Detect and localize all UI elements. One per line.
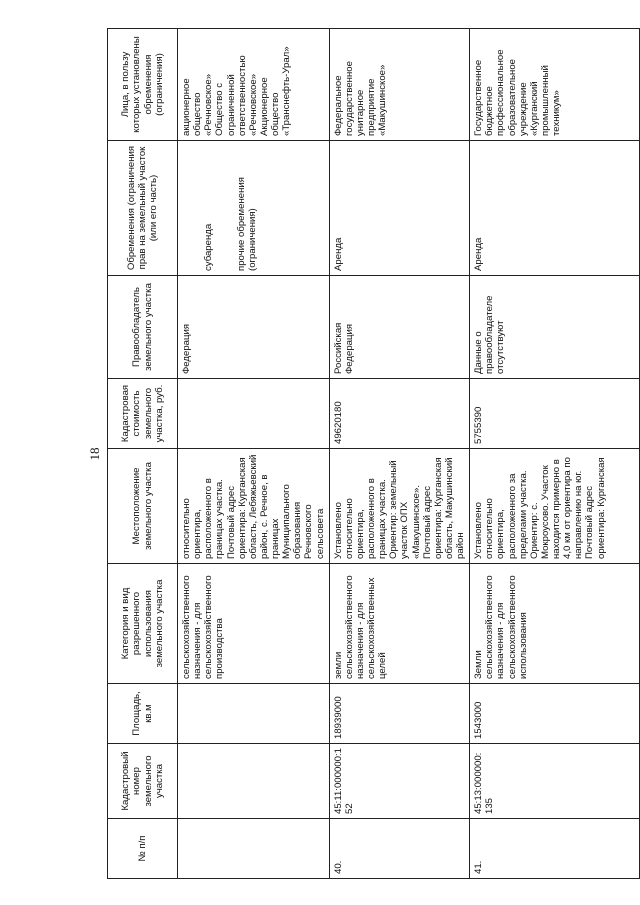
cell-encumbrance: Аренда — [329, 141, 470, 276]
spacer — [214, 145, 236, 271]
encumbrance-sublease: субаренда — [203, 223, 214, 271]
cell-owner: Федерация — [178, 276, 330, 379]
header-beneficiary: Лица, в пользу которых установлены обременения (ограничения) — [108, 29, 178, 141]
table-row — [329, 29, 470, 879]
page-number: 18 — [87, 447, 102, 461]
cell-location: Установлено относительно ориентира, расположенного в границах участка. Ориентир: земельный участок ОПХ «Макушинское». Почтовый адрес ориентира: Курганская область, Макушинский район — [329, 449, 470, 564]
rotated-table-wrapper — [107, 29, 622, 879]
cell-area — [178, 684, 330, 744]
cell-beneficiary: Государственное бюджетное профессиональное образовательное учреждение «Курганский промышленный техникум» — [470, 29, 640, 141]
cell-area: 1543000 — [470, 684, 640, 744]
header-location: Местоположение земельного участка — [108, 449, 178, 564]
cell-cost: 49620180 — [329, 379, 470, 449]
cell-owner: Российская Федерация — [329, 276, 470, 379]
cell-num: 41. — [470, 819, 640, 879]
cell-category: земли сельскохозяйственного назначения - для сельскохозяйственных целей — [329, 564, 470, 684]
cell-encumbrance: Аренда — [470, 141, 640, 276]
cell-cadastral: 45:11:000000:152 — [329, 744, 470, 819]
cell-area: 18939000 — [329, 684, 470, 744]
cell-location: Установлено относительно ориентира, расположенного за пределами участка. Ориентир: с. Мокроусово. Участок находится примерно в 4,0 км от ориентира по направлению на юг. Почтовый адрес ориентира: Курганская — [470, 449, 640, 564]
spacer — [181, 145, 203, 271]
header-owner: Правообладатель земельного участка — [108, 276, 178, 379]
cell-cost — [178, 379, 330, 449]
header-cadastral: Кадастровый номер земельного участка — [108, 744, 178, 819]
cell-location: относительно ориентира, расположенного в границах участка. Почтовый адрес ориентира: Курганская область, Лебяжьевский район, с. Речное, в границах Муниципального образования Речновского сельсовета — [178, 449, 330, 564]
land-plots-table — [107, 28, 640, 879]
cell-cost: 5755390 — [470, 379, 640, 449]
cell-beneficiary: Федеральное государственное унитарное предприятие «Макушинское» — [329, 29, 470, 141]
cell-cadastral: 45:13:000000:135 — [470, 744, 640, 819]
header-area: Площадь, кв.м — [108, 684, 178, 744]
cell-cadastral — [178, 744, 330, 819]
table-row-continuation — [178, 29, 330, 879]
encumbrance-other: прочие обременения (ограничения) — [236, 177, 259, 271]
header-encumbrance: Обременения (ограничения прав на земельный участок (или его часть) — [108, 141, 178, 276]
header-category: Категория и вид разрешенного использования земельного участка — [108, 564, 178, 684]
cell-beneficiary: акционерное общество «Речновское» Общество с ограниченной ответственностью «Речновское» Акционерное общество «Транснефть-Урал» — [178, 29, 330, 141]
cell-owner: Данные о правообладателе отсутствуют — [470, 276, 640, 379]
cell-num — [178, 819, 330, 879]
table-header-row — [108, 29, 178, 879]
cell-encumbrance — [178, 141, 330, 276]
cell-num: 40. — [329, 819, 470, 879]
cell-category: Земли сельскохозяйственного назначения - для сельскохозяйственного использования — [470, 564, 640, 684]
cell-category: сельскохозяйственного назначения - для сельскохозяйственного производства — [178, 564, 330, 684]
header-num: № п/п — [108, 819, 178, 879]
table-row — [470, 29, 640, 879]
header-cost: Кадастровая стоимость земельного участка, руб. — [108, 379, 178, 449]
